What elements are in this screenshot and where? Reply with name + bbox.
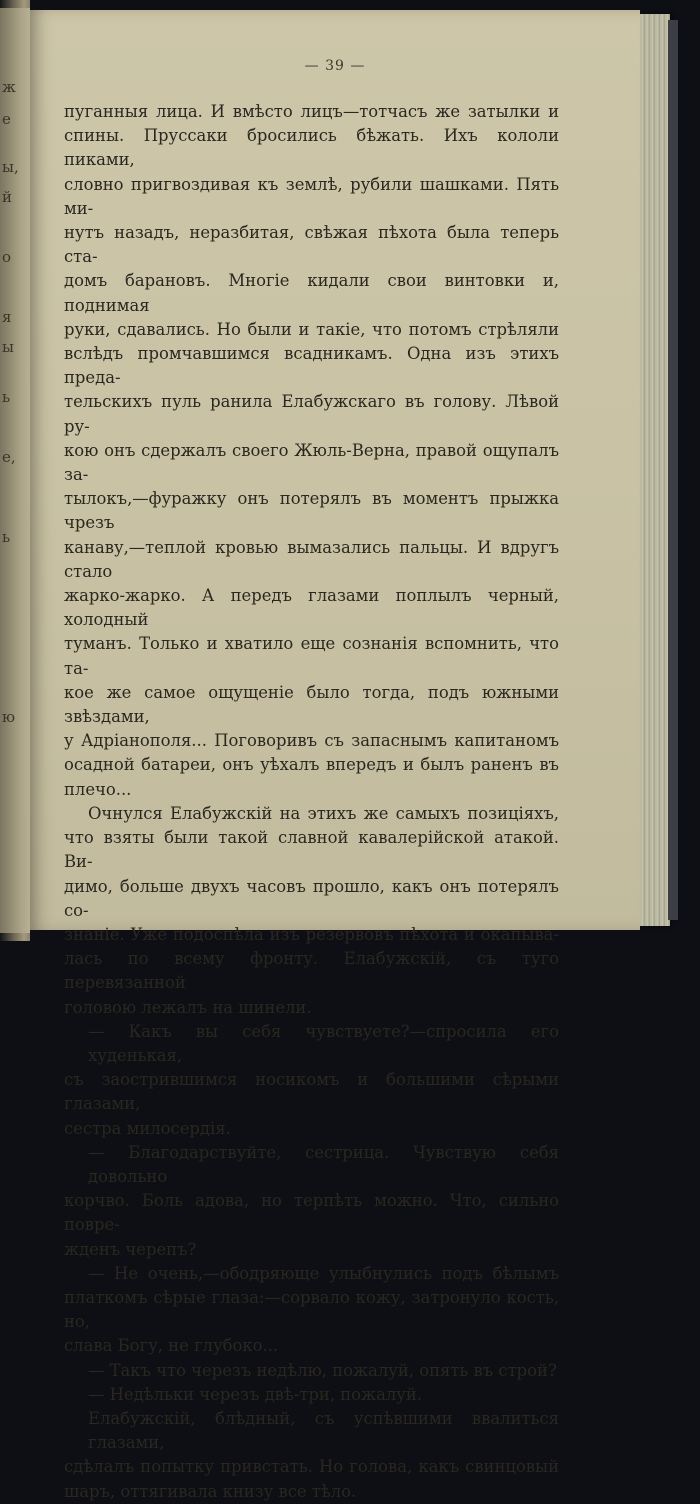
- page-text: [64, 100, 559, 1504]
- text-line: Очнулся Елабужскій на этихъ же самыхъ позиціяхъ,: [88, 803, 559, 823]
- previous-page-fragment: о: [2, 248, 12, 266]
- previous-page-edge: [0, 8, 30, 933]
- text-line: пуганныя лица. И вмѣсто лицъ—тотчасъ же затылки и: [64, 102, 559, 121]
- text-line: тельскихъ пуль ранила Елабужскаго въ голову. Лѣвой ру-: [64, 392, 559, 436]
- text-line: димо, больше двухъ часовъ прошло, какъ онъ потерялъ со-: [64, 876, 559, 920]
- text-line: сдѣлалъ попытку привстать. Но голова, какъ свинцовый: [64, 1457, 559, 1477]
- text-line: тылокъ,—фуражку онъ потерялъ въ моментъ прыжка чрезъ: [64, 489, 559, 533]
- text-line: корчво. Боль адова, но терпѣть можно. Что, сильно повре-: [64, 1191, 559, 1235]
- text-line: спины. Пруссаки бросились бѣжать. Ихъ кололи пиками,: [64, 126, 559, 170]
- text-line: у Адріанополя... Поговоривъ съ запаснымъ капитаномъ: [64, 731, 559, 751]
- text-line: головою лежалъ на шинели.: [64, 997, 312, 1017]
- previous-page-fragment: ы,: [2, 158, 19, 176]
- text-line: плечо...: [64, 779, 132, 799]
- book-cover-edge: [668, 20, 678, 920]
- text-line: словно пригвоздивая къ землѣ, рубили шашками. Пять ми-: [64, 174, 559, 218]
- text-line: осадной батареи, онъ уѣхалъ впередъ и былъ раненъ въ: [64, 755, 559, 775]
- text-line: кою онъ сдержалъ своего Жюль-Верна, правой ощупалъ за-: [64, 440, 559, 485]
- text-line: вслѣдъ промчавшимся всадникамъ. Одна изъ этихъ преда-: [64, 344, 559, 388]
- text-line: жарко-жарко. А передъ глазами поплылъ черный, холодный: [64, 586, 559, 630]
- text-line: туманъ. Только и хватило еще сознанія вспомнить, что та-: [64, 634, 559, 678]
- text-line: платкомъ сѣрые глаза:—сорвало кожу, затронуло кость, но,: [64, 1287, 559, 1332]
- text-line: руки, сдавались. Но были и такіе, что потомъ стрѣляли: [64, 319, 559, 339]
- previous-page-fragment: й: [2, 188, 12, 206]
- previous-page-fragment: ь: [2, 388, 11, 406]
- text-line: жденъ черепъ?: [64, 1239, 197, 1259]
- text-line: сестра милосердія.: [64, 1118, 231, 1138]
- text-line: Елабужскій, блѣдный, съ успѣвшими ввалиться глазами,: [88, 1408, 559, 1453]
- text-line: нутъ назадъ, неразбитая, свѣжая пѣхота была теперь ста-: [64, 223, 559, 267]
- previous-page-fragment: е: [2, 110, 11, 128]
- previous-page-fragment: ы: [2, 338, 14, 356]
- text-line: что взяты были такой славной кавалерійской атакой. Ви-: [64, 828, 559, 872]
- page-number: — 39 —: [304, 58, 366, 74]
- text-line: лась по всему фронту. Елабужскій, съ туго перевязанной: [64, 949, 559, 993]
- text-line: домъ барановъ. Многіе кидали свои винтовки и, поднимая: [64, 271, 559, 315]
- page-stack-edges: [636, 14, 670, 926]
- text-line: знаніе. Уже подоспѣла изъ резервовъ пѣхота и окапыва-: [64, 924, 559, 944]
- previous-page-fragment: ь: [2, 528, 11, 546]
- text-line: кое же самое ощущеніе было тогда, подъ южными звѣздами,: [64, 682, 559, 727]
- text-line: — Недѣльки черезъ двѣ-три, пожалуй.: [88, 1384, 423, 1404]
- previous-page-fragment: ю: [2, 708, 16, 726]
- text-line: — Такъ что черезъ недѣлю, пожалуй, опять въ строй?: [88, 1360, 557, 1380]
- text-line: шаръ, оттягивала книзу все тѣло.: [64, 1481, 357, 1501]
- text-line: слава Богу, не глубоко...: [64, 1336, 279, 1356]
- text-line: — Какъ вы себя чувствуете?—спросила его худенькая,: [88, 1021, 559, 1065]
- previous-page-fragment: ж: [2, 78, 16, 96]
- previous-page-fragment: е,: [2, 448, 16, 466]
- text-line: — Не очень,—ободряюще улыбнулись подъ бѣлымъ: [88, 1263, 559, 1283]
- text-line: съ заострившимся носикомъ и большими сѣрыми глазами,: [64, 1070, 559, 1114]
- text-line: канаву,—теплой кровью вымазались пальцы. И вдругъ стало: [64, 537, 559, 581]
- text-line: — Благодарствуйте, сестрица. Чувствую себя довольно: [88, 1142, 559, 1186]
- book-page: [30, 10, 640, 1501]
- previous-page-fragment: я: [2, 308, 12, 326]
